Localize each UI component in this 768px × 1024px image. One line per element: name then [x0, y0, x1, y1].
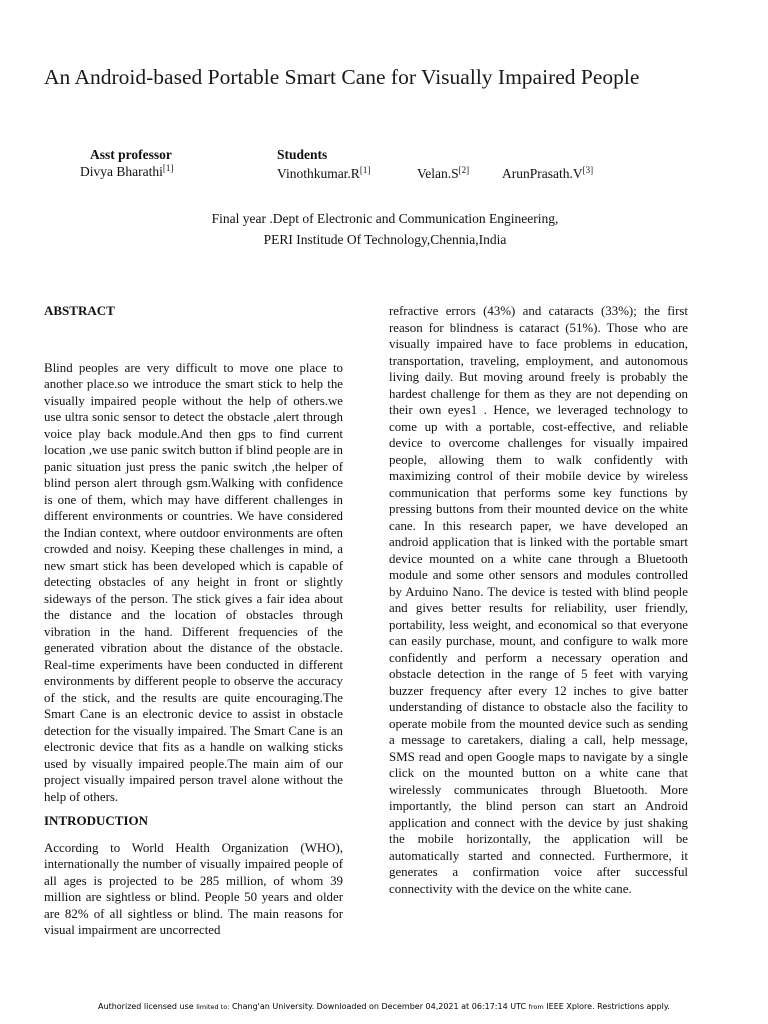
- introduction-text-continued: refractive errors (43%) and cataracts (33%); the first reason for blindness is cataract (51%). Those who are visually impaired have to face problems in education, transportation, traveling, employment, and autonomous living daily. But moving around freely is probably the hardest challenge for them as they are not depending on their own eyes1 . Hence, we leveraged technology to come up with a portable, cost-effective, and reliable device to overcome challenges for visually impaired people, allowing them to walk confidently with maximizing control of their mobile device by wireless communication that performs some key functions by pressing buttons from their mounted device on the white cane. In this research paper, we have developed an android application that is linked with the portable smart device mounted on a white cane through a Bluetooth module and some other sensors and modules controlled by Arduino Nano. The device is tested with blind people and gives better results for reliability, user friendly, portability, less weight, and economical so that everyone can easily purchase, mount, and configure to walk more confidently and perform a necessary operation and obstacle detection in the range of 5 feet with varying buzzer frequency after every 12 inches to give batter understanding of distance to obstacle also the facility to operate mobile from the mounted device such as sending a message to caretakers, dialing a call, help message, SMS read and open Google maps to navigate by a single click on the mounted button on a white cane that wirelessly communicates through Bluetooth. More importantly, the blind person can start an Android application and connect with the device by just shaking the mobile horizontally, the application will be automatically started and connected. Furthermore, it generates a confirmation voice after successful connectivity with the device on the white cane.: [389, 304, 688, 896]
- author-name: Velan.S[2]: [417, 165, 470, 181]
- author-role-students: Students: [277, 147, 328, 162]
- author-role-professor: Asst professor: [90, 147, 172, 162]
- affiliation: [150, 208, 620, 250]
- affiliation-line: Final year .Dept of Electronic and Communication Engineering,: [211, 211, 559, 226]
- abstract-heading: ABSTRACT: [44, 303, 115, 318]
- abstract-text: Blind peoples are very difficult to move one place to another place.so we introduce the smart stick to help the visually impaired people without the help of others.we use ultra sonic sensor to detect the obstacle ,alert through voice play back module.And then gps to find current location ,we use panic switch button if blind people are in panic situation just press the panic switch ,the helper of blind person alert through gsm.Walking with confidence is one of them, which may have different challenges in different environments or countries. We have considered the Indian context, where outdoor environments are often crowded and noisy. Keeping these challenges in mind, a new smart stick has been developed which is capable of detecting obstacles of any height in front or slightly sideways of the person. The stick gives a fair idea about the distance and the location of obstacles through vibration in the hand. Different frequencies of the generated vibration about the distance of the obstacle. Real-time experiments have been conducted in different environments by different people to observe the accuracy of the stick, and the results are quite encouraging.The Smart Cane is an electronic device to assist in obstacle detection for the visually impaired. The Smart Cane is an electronic device that fits as a handle on walking sticks used by visually impaired people.The main aim of our project visually impaired person travel alone without the help of others.: [44, 360, 343, 804]
- author-name: ArunPrasath.V[3]: [502, 165, 594, 181]
- left-column: [44, 303, 343, 939]
- license-footer: Authorized licensed use limited to: Chang'an University. Downloaded on December 04,2021 at 06:17:14 UTC from IEEE Xplore. Restrictions apply.: [98, 1002, 670, 1011]
- author-name: Divya Bharathi[1]: [80, 163, 174, 179]
- introduction-text: According to World Health Organization (WHO), internationally the number of visually impaired people of all ages is projected to be 285 million, of whom 39 million are sightless or blind. People 50 years and older are 82% of all sightless or blind. The main reasons for visual impairment are uncorrected: [44, 840, 343, 937]
- introduction-heading: INTRODUCTION: [44, 813, 149, 828]
- affiliation-line: PERI Institude Of Technology,Chennia,India: [263, 232, 507, 247]
- paper-title: An Android-based Portable Smart Cane for Visually Impaired People: [44, 65, 640, 89]
- right-column: [389, 303, 688, 897]
- author-name: Vinothkumar.R[1]: [277, 165, 371, 181]
